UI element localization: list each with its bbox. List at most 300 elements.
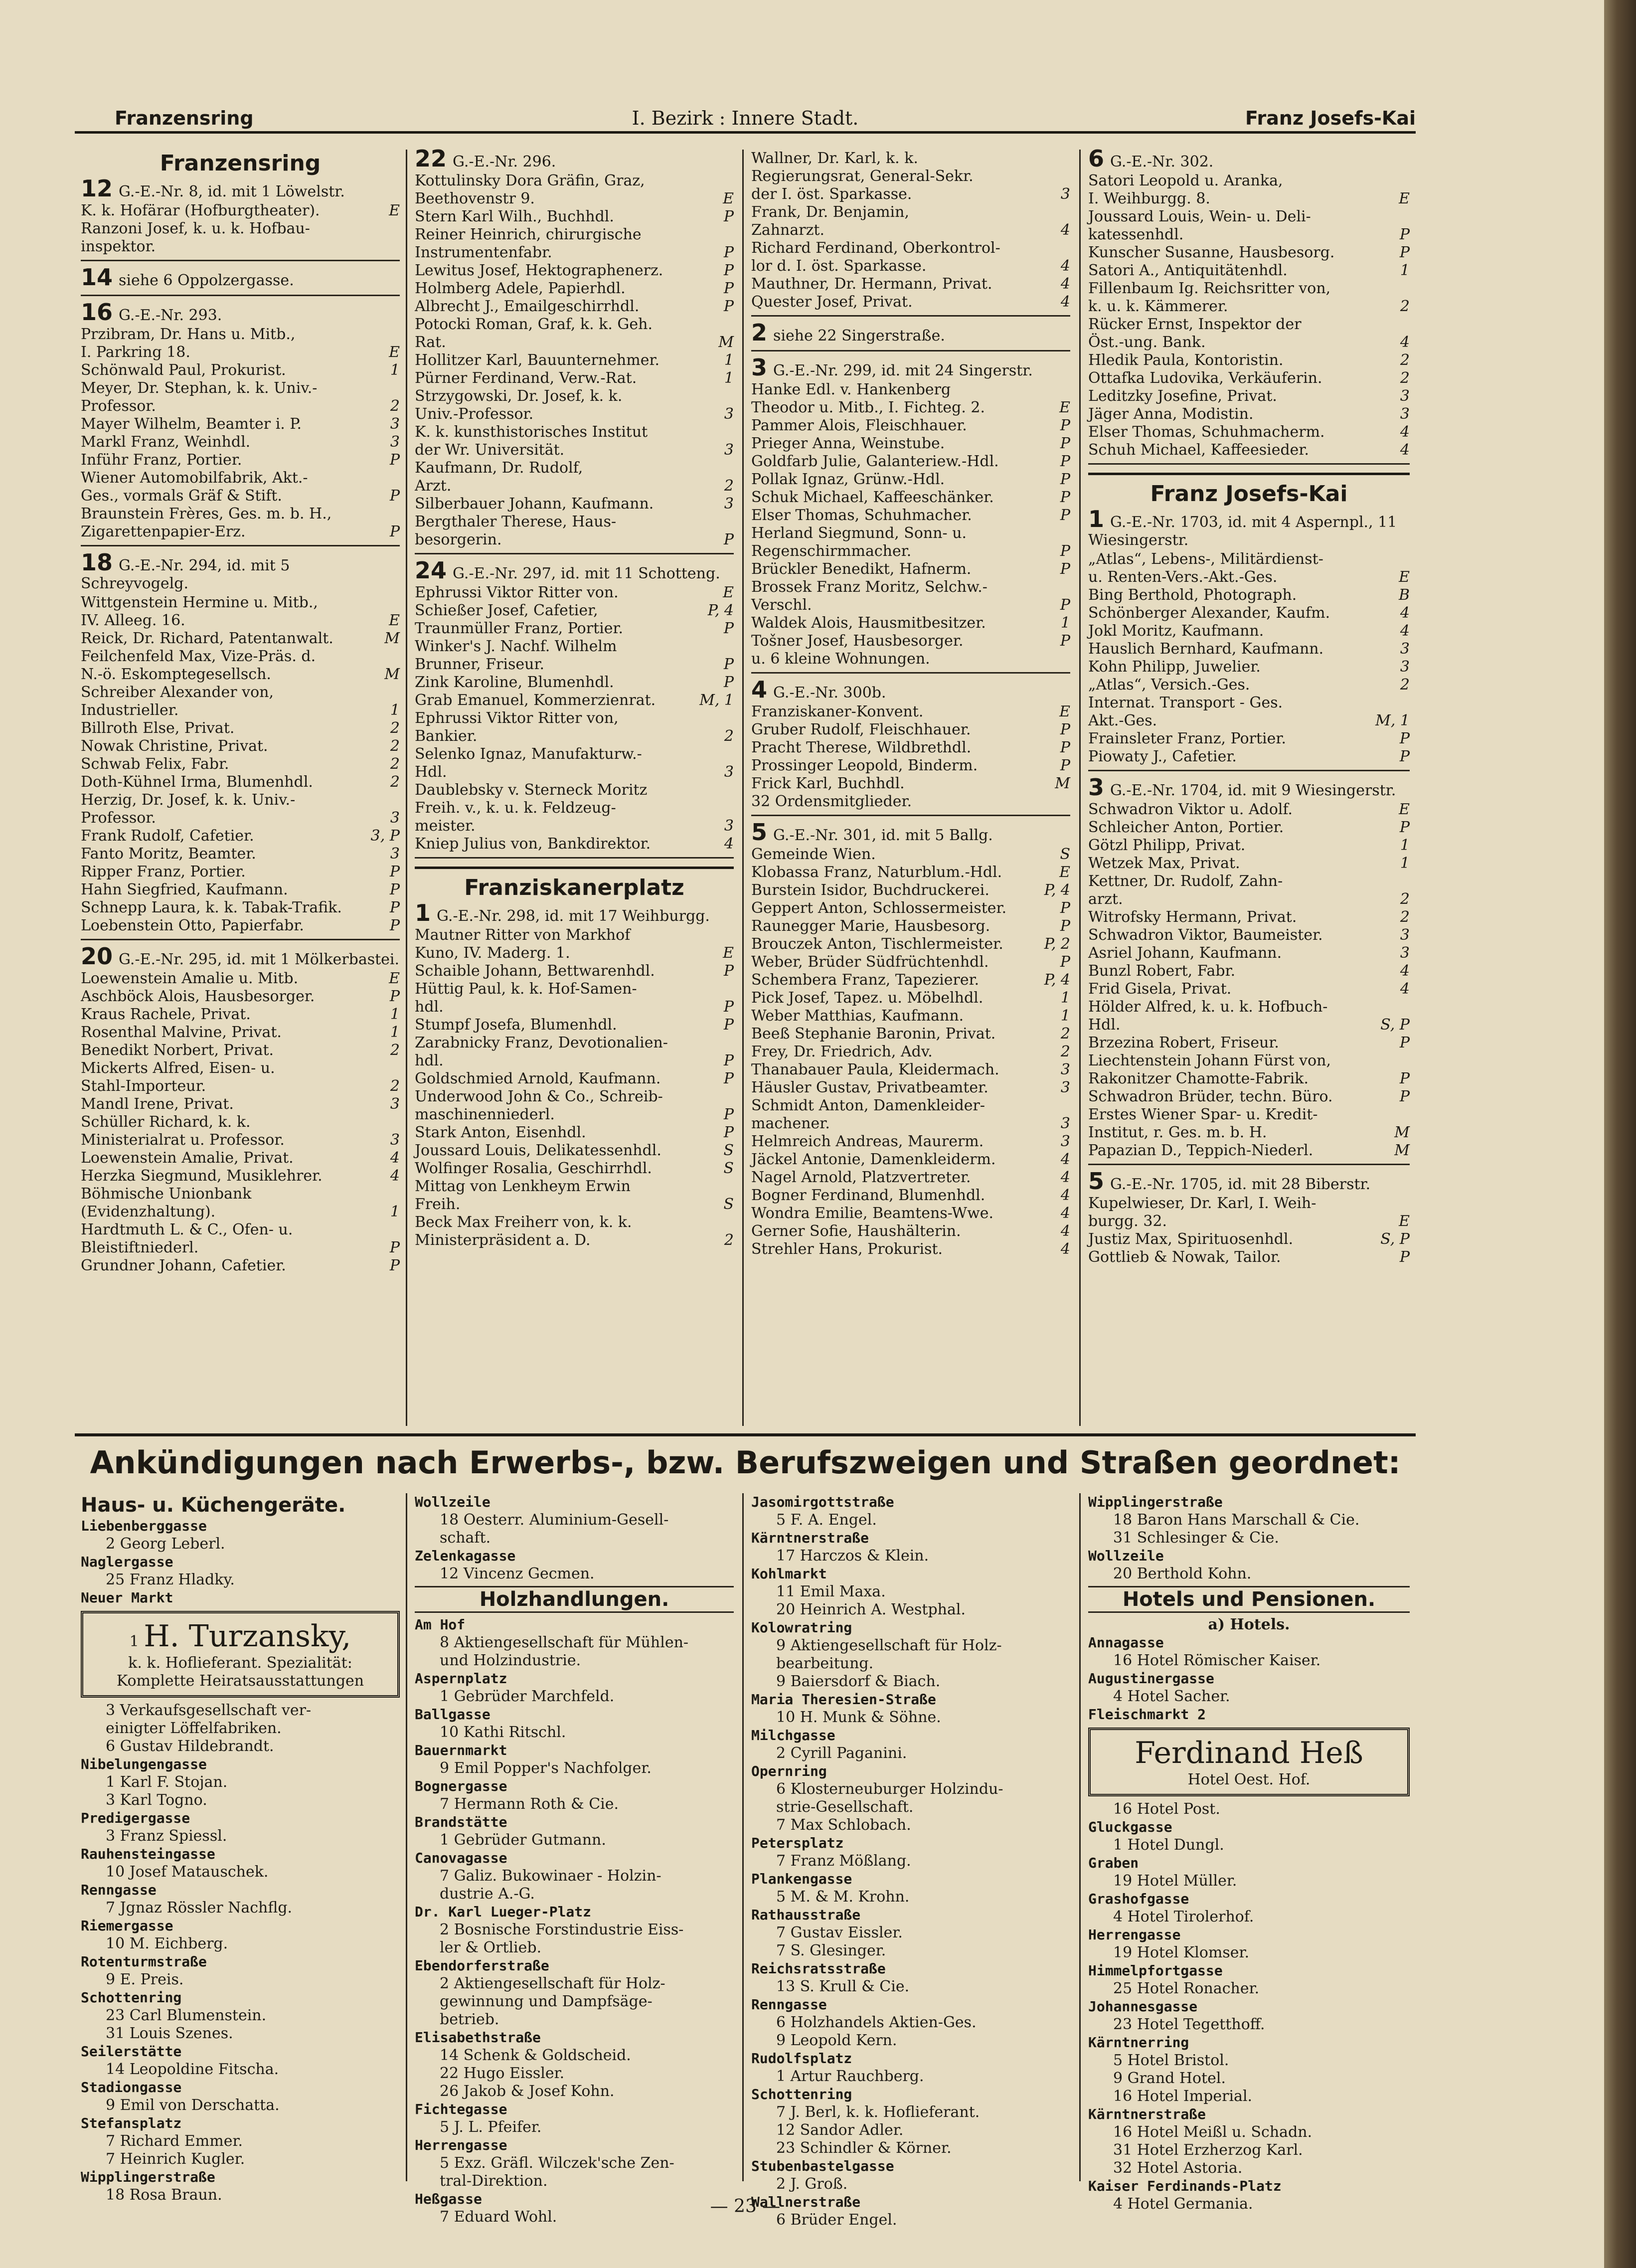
resident-name: k. u. k. Kämmerer. (1088, 298, 1228, 315)
ad-entry: 1 Karl F. Stojan. (106, 1773, 228, 1791)
ad-street-name: Am Hof (415, 1616, 466, 1633)
resident-name: maschinenniederl. (415, 1106, 555, 1123)
ad-street-name: Nibelungengasse (81, 1756, 207, 1772)
resident-entry (81, 1203, 400, 1221)
resident-entry (415, 459, 734, 477)
resident-entry (1088, 908, 1410, 926)
resident-name: Elser Thomas, Schuhmacher. (751, 507, 972, 524)
resident-name: Industrieller. (81, 701, 179, 719)
ad-text: k. k. Hoflieferant. Spezialität: (128, 1654, 352, 1672)
resident-name: Grab Emanuel, Kommerzienrat. (415, 692, 656, 709)
resident-name: Schaible Johann, Bettwarenhdl. (415, 962, 655, 980)
resident-name: Schembera Franz, Tapezierer. (751, 971, 980, 989)
resident-entry (1088, 819, 1410, 837)
resident-name: Schleicher Anton, Portier. (1088, 819, 1284, 836)
resident-name: Ranzoni Josef, k. u. k. Hofbau- (81, 220, 310, 237)
floor-mark: P (1399, 244, 1410, 261)
ad-entry: 10 H. Munk & Söhne. (776, 1709, 941, 1726)
ad-entry: 4 Hotel Germania. (1113, 2195, 1253, 2213)
resident-entry (751, 203, 1070, 221)
resident-name: Geppert Anton, Schlossermeister. (751, 899, 1007, 917)
resident-entry (1088, 1248, 1410, 1266)
resident-entry (1088, 1213, 1410, 1230)
resident-name: Schönwald Paul, Prokurist. (81, 361, 286, 379)
resident-entry (81, 737, 400, 755)
floor-mark: 4 (1060, 293, 1070, 311)
resident-name: meister. (415, 817, 476, 835)
resident-entry (415, 316, 734, 334)
ad-firm-name: H. Turzansky, (144, 1619, 351, 1654)
ad-entry: 14 Schenk & Goldscheid. (440, 2047, 631, 2064)
house-info: G.-E.-Nr. 8, id. mit 1 Löwelstr. (119, 183, 345, 200)
floor-mark: P (389, 899, 400, 916)
resident-entry (1088, 586, 1410, 604)
column-2 (415, 145, 734, 1426)
resident-entry (751, 632, 1070, 650)
ad-entry: 2 J. Groß. (776, 2175, 848, 2193)
resident-entry (1088, 1070, 1410, 1088)
resident-entry (415, 944, 734, 962)
house-header (81, 943, 400, 970)
resident-name: Herzka Siegmund, Musiklehrer. (81, 1167, 323, 1185)
resident-entry (81, 1167, 400, 1185)
ad-street-name: Opernring (751, 1763, 827, 1779)
floor-mark: 4 (390, 1149, 400, 1167)
ad-street-name: Gluckgasse (1088, 1819, 1172, 1835)
house-block (81, 943, 400, 1279)
resident-name: Öst.-ung. Bank. (1088, 334, 1206, 351)
resident-name: Verschl. (751, 596, 812, 614)
ad-street-name: Stefansplatz (81, 2115, 182, 2131)
ad-entry: 7 Heinrich Kugler. (106, 2150, 245, 2168)
ad-street-name: Schottenring (751, 2086, 852, 2102)
ad-entry: 16 Hotel Römischer Kaiser. (1113, 1652, 1321, 1669)
resident-entry (415, 799, 734, 817)
resident-entry (81, 397, 400, 415)
resident-entry (751, 239, 1070, 257)
floor-mark: E (389, 202, 400, 219)
ad-entry: 10 Josef Matauschek. (106, 1863, 269, 1881)
floor-mark: E (1399, 1213, 1410, 1230)
house-number: 3 (751, 354, 768, 381)
floor-mark: P (1060, 917, 1070, 935)
house-info: siehe 22 Singerstraße. (773, 327, 945, 345)
resident-name: Wiener Automobilfabrik, Akt.- (81, 469, 308, 487)
resident-name: Prieger Anna, Weinstube. (751, 435, 945, 452)
ad-entry: 13 S. Krull & Cie. (776, 1978, 910, 1995)
ad-street-name: Wollzeile (415, 1494, 491, 1510)
house-header (415, 557, 734, 584)
floor-mark: 1 (1400, 262, 1410, 279)
resident-name: Pammer Alois, Fleischhauer. (751, 417, 967, 434)
ad-entry: 5 F. A. Engel. (776, 1511, 877, 1529)
house-block (81, 264, 400, 296)
floor-mark: E (1059, 399, 1070, 416)
resident-name: Zigarettenpapier-Erz. (81, 523, 246, 540)
resident-entry (81, 1131, 400, 1149)
resident-name: Kraus Rachele, Privat. (81, 1006, 251, 1023)
floor-mark: E (723, 190, 734, 207)
ad-entry: 7 Eduard Wohl. (440, 2208, 557, 2226)
floor-mark: P (1060, 757, 1070, 774)
resident-entry (415, 1231, 734, 1249)
ad-street-name: Fleischmarkt 2 (1088, 1706, 1206, 1723)
resident-entry (81, 1077, 400, 1095)
announcements-title: Ankündigungen nach Erwerbs-, bzw. Berufszweigen und Straßen geordnet: (90, 1444, 1401, 1481)
resident-name: Arzt. (415, 477, 452, 495)
floor-mark: 1 (390, 1203, 400, 1221)
ad-entry: 8 Aktiengesellschaft für Mühlen- (440, 1634, 689, 1651)
resident-name: Mittag von Lenkheym Erwin (415, 1178, 631, 1195)
ad-street-name: Renngasse (81, 1882, 157, 1898)
ads-column-2 (415, 1493, 734, 2226)
ad-entry: 25 Franz Hladky. (106, 1571, 235, 1588)
floor-mark: 4 (724, 835, 734, 853)
resident-name: Bankier. (415, 727, 478, 745)
resident-entry (751, 614, 1070, 632)
house-info: G.-E.-Nr. 1703, id. mit 4 Aspernpl., 11 Wiesingerstr. (1088, 514, 1397, 549)
ad-street-name: Elisabethstraße (415, 2029, 541, 2046)
resident-name: Inführ Franz, Portier. (81, 451, 242, 469)
resident-name: Underwood John & Co., Schreib- (415, 1088, 663, 1105)
ad-street-name: Rathausstraße (751, 1907, 861, 1923)
resident-entry (751, 917, 1070, 935)
floor-mark: 3 (724, 405, 734, 423)
floor-mark: P (723, 1052, 734, 1069)
floor-mark: 2 (390, 737, 400, 755)
floor-mark: P (1399, 748, 1410, 765)
ad-entry: dustrie A.-G. (440, 1885, 535, 1903)
ad-entry: 4 Hotel Tirolerhof. (1113, 1908, 1254, 1925)
header-left: Franzensring (115, 107, 254, 129)
house-block (81, 175, 400, 261)
house-info: G.-E.-Nr. 1705, id. mit 28 Biberstr. (1110, 1176, 1371, 1193)
house-block (415, 899, 734, 1253)
resident-name: Asriel Johann, Kaufmann. (1088, 944, 1282, 962)
ad-firm-name: Ferdinand Heß (1135, 1736, 1363, 1770)
ad-entry: 17 Harczos & Klein. (776, 1547, 929, 1565)
resident-entry (1088, 208, 1410, 226)
resident-name: Professor. (81, 397, 156, 415)
floor-mark: E (1399, 190, 1410, 207)
resident-entry (1088, 280, 1410, 298)
resident-entry (1088, 316, 1410, 334)
resident-entry (415, 1106, 734, 1124)
ad-entry: 32 Hotel Astoria. (1113, 2159, 1243, 2177)
resident-name: Jokl Moritz, Kaufmann. (1088, 622, 1264, 640)
floor-mark: 4 (1400, 980, 1410, 998)
ad-street-name: Brandstätte (415, 1814, 507, 1830)
ad-street-name: Wallnerstraße (751, 2194, 861, 2210)
floor-mark: E (1399, 568, 1410, 586)
resident-name: Schwadron Brüder, techn. Büro. (1088, 1088, 1333, 1105)
resident-entry (415, 1052, 734, 1070)
resident-name: Wetzek Max, Privat. (1088, 855, 1240, 872)
resident-name: Mickerts Alfred, Eisen- u. (81, 1059, 275, 1077)
floor-mark: 1 (390, 361, 400, 379)
resident-name: Hledik Paula, Kontoristin. (1088, 351, 1284, 369)
ad-entry: 12 Vincenz Gecmen. (440, 1565, 595, 1582)
resident-name: lor d. I. öst. Sparkasse. (751, 257, 927, 275)
resident-name: hdl. (415, 1052, 444, 1069)
resident-name: Freih. (415, 1196, 461, 1213)
resident-entry (81, 238, 400, 256)
house-info: siehe 6 Oppolzergasse. (119, 272, 294, 289)
ad-street-name: Dr. Karl Lueger-Platz (415, 1904, 592, 1920)
ad-entry: 2 Bosnische Forstindustrie Eiss- (440, 1921, 684, 1938)
ad-street-name: Kaiser Ferdinands-Platz (1088, 2178, 1282, 2194)
resident-entry (415, 998, 734, 1016)
ad-entry: 5 J. L. Pfeifer. (440, 2118, 542, 2136)
resident-entry (81, 594, 400, 612)
house-block (1088, 506, 1410, 771)
resident-name: Jäger Anna, Modistin. (1088, 405, 1254, 423)
resident-entry (415, 1196, 734, 1214)
resident-entry (415, 513, 734, 531)
ad-street-name: Heßgasse (415, 2191, 482, 2207)
resident-name: Hardtmuth L. & C., Ofen- u. (81, 1221, 293, 1238)
ad-street-name: Jasomirgottstraße (751, 1494, 894, 1510)
ad-entry: 3 Verkaufsgesellschaft ver- (106, 1702, 312, 1719)
resident-entry (751, 846, 1070, 864)
resident-name: Schwadron Viktor u. Adolf. (1088, 801, 1293, 818)
resident-entry (751, 721, 1070, 739)
floor-mark: S (723, 1142, 734, 1159)
resident-name: der Wr. Universität. (415, 441, 565, 459)
house-block (751, 819, 1070, 1262)
ad-entry: 7 Hermann Roth & Cie. (440, 1795, 619, 1813)
house-info: G.-E.-Nr. 297, id. mit 11 Schotteng. (453, 565, 720, 582)
floor-mark: 4 (1400, 423, 1410, 441)
resident-entry (81, 469, 400, 487)
ad-entry: 19 Hotel Müller. (1113, 1872, 1237, 1890)
ad-entry: 31 Louis Szenes. (106, 2025, 233, 2042)
floor-mark: P (723, 998, 734, 1016)
resident-name: Pick Josef, Tapez. u. Möbelhdl. (751, 989, 983, 1007)
ad-street-name: Kolowratring (751, 1619, 852, 1636)
resident-name: Schuh Michael, Kaffeesieder. (1088, 441, 1309, 459)
floor-mark: 4 (1060, 1240, 1070, 1258)
resident-name: K. k. kunsthistorisches Institut (415, 423, 648, 441)
resident-name: Herzig, Dr. Josef, k. k. Univ.- (81, 791, 296, 809)
ad-entry: einigter Löffelfabriken. (106, 1720, 282, 1737)
ad-street-name: Maria Theresien-Straße (751, 1691, 936, 1708)
ad-street-name: Milchgasse (751, 1727, 835, 1744)
ad-entry: 1 Hotel Dungl. (1113, 1836, 1224, 1854)
floor-mark: 3 (1060, 1133, 1070, 1150)
resident-entry (751, 703, 1070, 721)
column-3 (751, 150, 1070, 1426)
floor-mark: P (1399, 1248, 1410, 1266)
house-info: G.-E.-Nr. 296. (453, 153, 556, 171)
resident-entry (81, 845, 400, 863)
ad-street-name: Augustinergasse (1088, 1670, 1214, 1687)
resident-name: I. Parkring 18. (81, 344, 190, 361)
house-header (751, 676, 1070, 703)
resident-entry (415, 926, 734, 944)
floor-mark: P (1399, 1070, 1410, 1087)
resident-entry (751, 257, 1070, 275)
house-header (81, 264, 400, 291)
floor-mark: B (1398, 586, 1410, 604)
resident-entry (1088, 1016, 1410, 1034)
house-number: 12 (81, 175, 113, 202)
floor-mark: 4 (1060, 1169, 1070, 1186)
floor-mark: P (1060, 417, 1070, 434)
column-rule (406, 1493, 407, 2181)
floor-mark: 3, P (370, 827, 400, 845)
ad-house-number: 1 (129, 1633, 139, 1650)
resident-entry (751, 489, 1070, 507)
ad-street-name: Herrengasse (415, 2137, 507, 2153)
street-heading: Franz Josefs-Kai (1150, 481, 1348, 507)
ad-entry: 7 Franz Mößlang. (776, 1852, 911, 1870)
house-block (1088, 145, 1410, 465)
floor-mark: 1 (1400, 855, 1410, 872)
house-number: 6 (1088, 145, 1105, 172)
resident-entry (751, 881, 1070, 899)
resident-entry (415, 1016, 734, 1034)
house-header (81, 175, 400, 202)
floor-mark: 3 (1400, 640, 1410, 658)
resident-entry (751, 150, 1070, 168)
resident-name: Thanabauer Paula, Kleidermach. (751, 1061, 999, 1078)
resident-name: Bing Berthold, Photograph. (1088, 586, 1297, 604)
floor-mark: 2 (1400, 369, 1410, 387)
floor-mark: 3 (1060, 185, 1070, 203)
resident-name: Doth-Kühnel Irma, Blumenhdl. (81, 773, 313, 791)
resident-name: Mayer Wilhelm, Beamter i. P. (81, 415, 302, 433)
floor-mark: 1 (724, 369, 734, 387)
resident-entry (415, 495, 734, 513)
resident-entry (415, 226, 734, 244)
ad-entry: 9 E. Preis. (106, 1971, 184, 1988)
resident-name: Kettner, Dr. Rudolf, Zahn- (1088, 872, 1283, 890)
resident-entry (751, 1133, 1070, 1151)
house-info: G.-E.-Nr. 302. (1110, 153, 1214, 171)
resident-entry (1088, 387, 1410, 405)
resident-entry (415, 1088, 734, 1106)
resident-entry (751, 560, 1070, 578)
resident-name: Wondra Emilie, Beamtens-Wwe. (751, 1205, 994, 1222)
resident-name: Ges., vormals Gräf & Stift. (81, 487, 282, 505)
resident-name: Rat. (415, 334, 446, 351)
floor-mark: 2 (1060, 1043, 1070, 1060)
floor-mark: P (723, 244, 734, 261)
floor-mark: 3 (1060, 1079, 1070, 1096)
ad-street-name: Kärntnerstraße (751, 1530, 869, 1546)
ad-headline (90, 1618, 390, 1654)
floor-mark: 3 (390, 809, 400, 827)
house-number: 1 (415, 899, 431, 926)
ad-entry: 31 Schlesinger & Cie. (1113, 1529, 1279, 1547)
ad-subcategory: a) Hotels. (1208, 1616, 1290, 1633)
resident-name: Papazian D., Teppich-Niederl. (1088, 1142, 1313, 1159)
column-1 (81, 150, 400, 1426)
ad-entry: 7 Richard Emmer. (106, 2132, 243, 2150)
resident-name: Brückler Benedikt, Hafnerm. (751, 560, 972, 578)
resident-name: Regenschirmmacher. (751, 542, 912, 560)
house-info: G.-E.-Nr. 293. (119, 307, 222, 324)
floor-mark: E (1059, 703, 1070, 720)
resident-entry (415, 781, 734, 799)
floor-mark: P (1060, 596, 1070, 614)
resident-name: Beck Max Freiherr von, k. k. (415, 1214, 632, 1231)
resident-entry (751, 417, 1070, 435)
resident-name: Bergthaler Therese, Haus- (415, 513, 617, 530)
floor-mark: 3 (1400, 944, 1410, 962)
resident-name: Fanto Moritz, Beamter. (81, 845, 256, 863)
resident-name: Tošner Josef, Hausbesorger. (751, 632, 964, 650)
floor-mark: P (1060, 899, 1070, 917)
resident-name: Brouczek Anton, Tischlermeister. (751, 935, 1003, 953)
resident-name: Professor. (81, 809, 156, 827)
ad-entry: 23 Hotel Tegetthoff. (1113, 2016, 1265, 2033)
resident-entry (81, 1006, 400, 1024)
floor-mark: 2 (1400, 298, 1410, 315)
resident-entry (81, 1042, 400, 1059)
floor-mark: 2 (1400, 908, 1410, 926)
resident-entry (415, 709, 734, 727)
ad-entry: 9 Aktiengesellschaft für Holz- (776, 1637, 1002, 1654)
resident-entry (751, 1097, 1070, 1115)
ad-entry: 6 Holzhandels Aktien-Ges. (776, 2014, 977, 2031)
ad-entry: strie-Gesellschaft. (776, 1798, 914, 1816)
floor-mark: P (723, 1106, 734, 1123)
house-number: 22 (415, 145, 447, 172)
ad-street-name: Aspernplatz (415, 1670, 507, 1687)
resident-entry (415, 620, 734, 638)
ad-street-name: Stubenbastelgasse (751, 2158, 894, 2174)
ad-entry: 10 Kathi Ritschl. (440, 1724, 566, 1741)
resident-entry (415, 727, 734, 745)
ad-entry: 18 Oesterr. Aluminium-Gesell- (440, 1511, 669, 1529)
resident-entry (81, 523, 400, 541)
floor-mark: 3 (1060, 1115, 1070, 1132)
floor-mark: P (1060, 542, 1070, 560)
ad-street-name: Johannesgasse (1088, 1998, 1198, 2015)
house-header (415, 145, 734, 172)
street-heading: Franzensring (160, 151, 321, 176)
resident-name: Bunzl Robert, Fabr. (1088, 962, 1236, 980)
floor-mark: P (723, 208, 734, 225)
resident-name: Helmreich Andreas, Maurerm. (751, 1133, 984, 1150)
column-rule (1079, 150, 1081, 1426)
resident-name: Ottafka Ludovika, Verkäuferin. (1088, 369, 1322, 387)
resident-entry (1088, 369, 1410, 387)
resident-name: Albrecht J., Emailgeschirrhdl. (415, 298, 640, 315)
ad-entry: 1 Gebrüder Marchfeld. (440, 1688, 615, 1705)
resident-entry (1088, 872, 1410, 890)
resident-name: Frick Karl, Buchhdl. (751, 775, 905, 792)
house-block (1088, 1168, 1410, 1270)
floor-mark: 2 (1400, 890, 1410, 908)
resident-entry (81, 415, 400, 433)
resident-name: Stahl-Importeur. (81, 1077, 206, 1095)
ad-entry: 23 Carl Blumenstein. (106, 2007, 267, 2024)
resident-name: Schwadron Viktor, Baumeister. (1088, 926, 1323, 944)
resident-name: Ministerialrat u. Professor. (81, 1131, 285, 1149)
ad-category: Holzhandlungen. (415, 1586, 734, 1613)
floor-mark: 3 (390, 1131, 400, 1149)
resident-entry (81, 361, 400, 379)
resident-name: arzt. (1088, 890, 1123, 908)
floor-mark: M (1394, 1124, 1410, 1141)
ad-street-name: Graben (1088, 1855, 1139, 1871)
ad-street-name: Kohlmarkt (751, 1566, 827, 1582)
floor-mark: 2 (390, 719, 400, 737)
resident-entry (415, 298, 734, 316)
